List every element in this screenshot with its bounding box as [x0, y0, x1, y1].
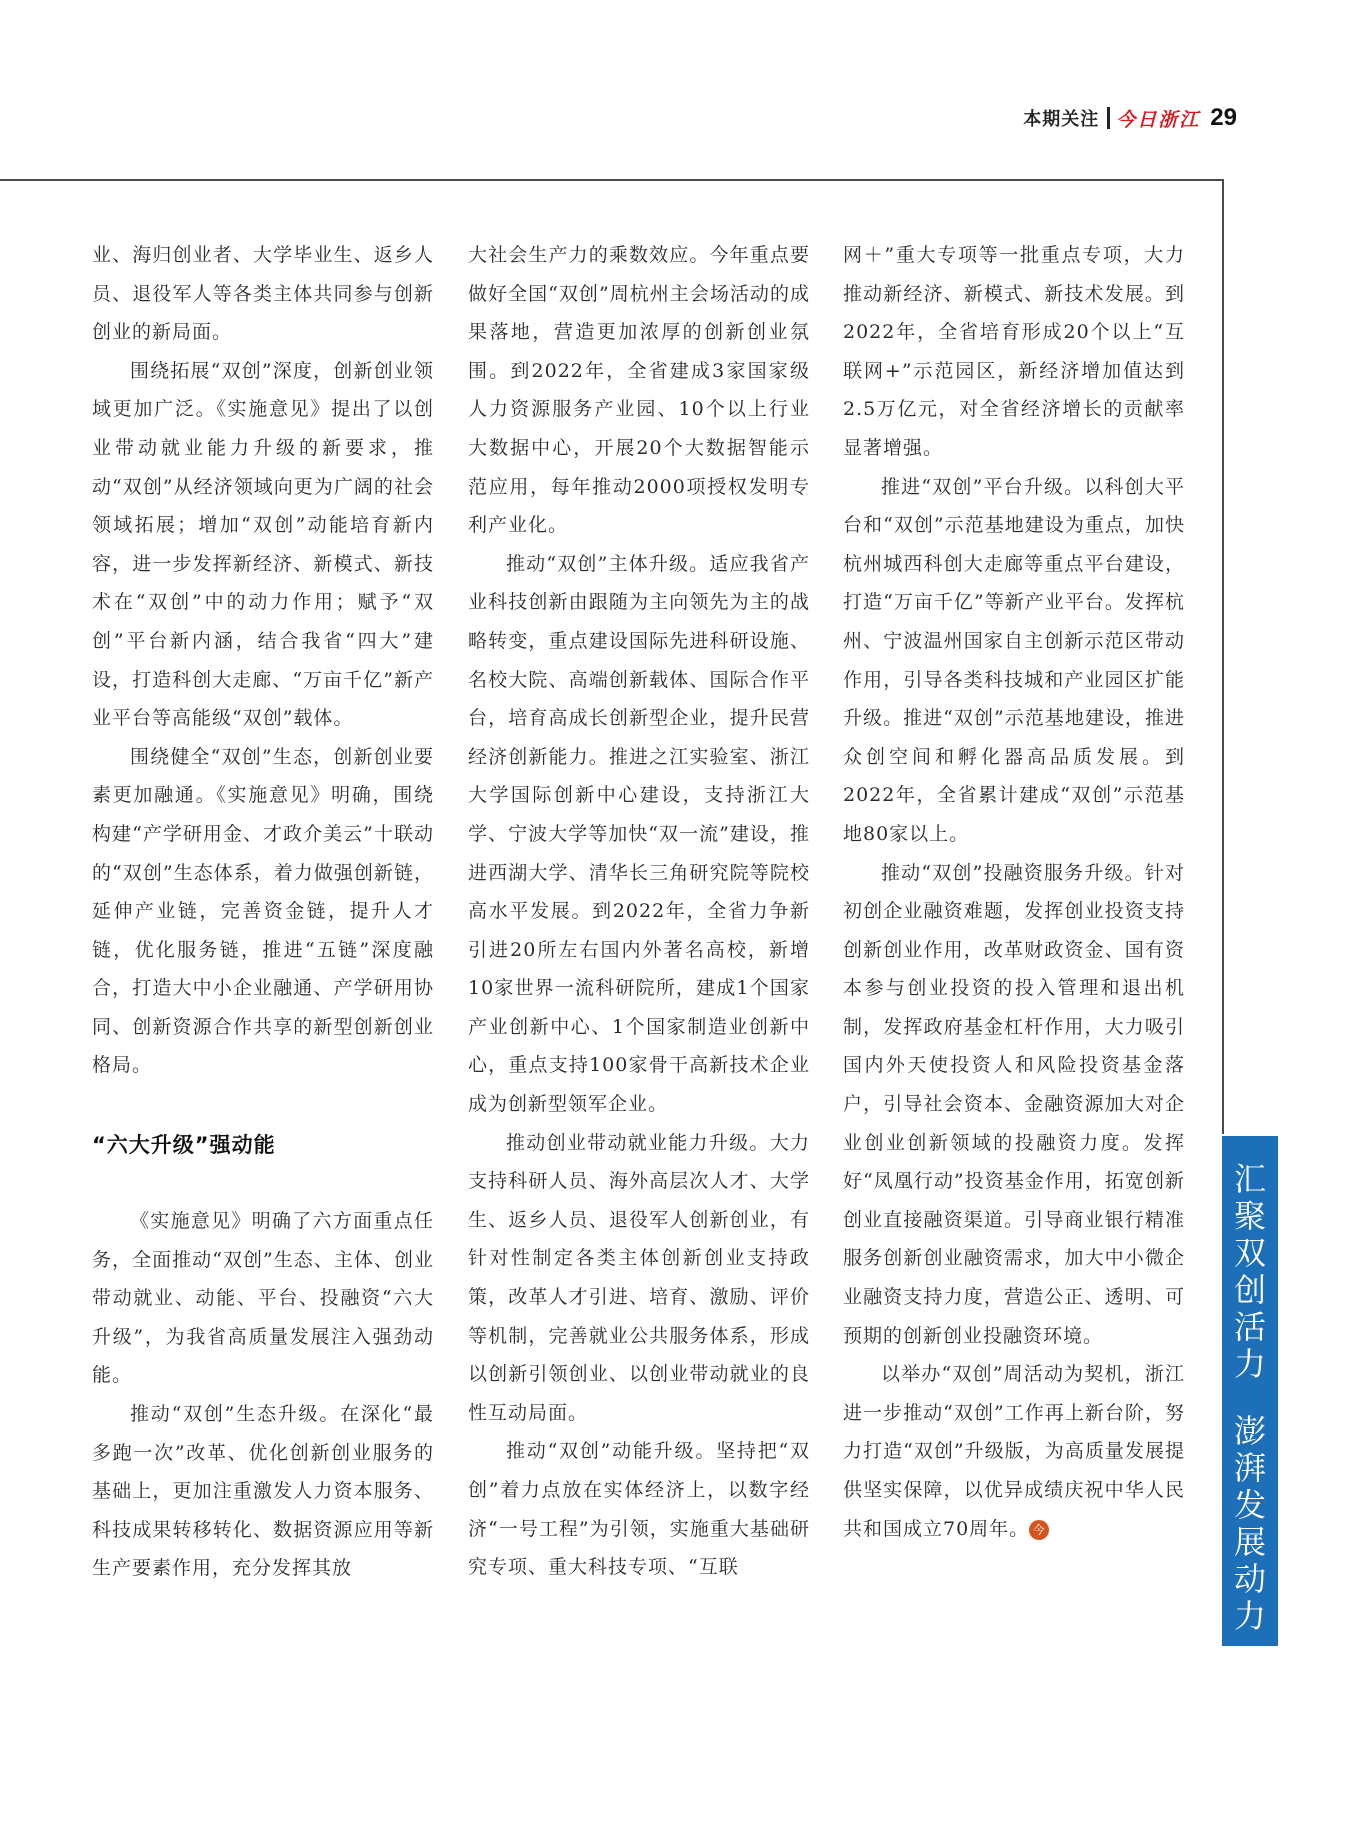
- side-banner: [1222, 1136, 1278, 1646]
- banner-char: 力: [1233, 1345, 1266, 1383]
- banner-char: 聚: [1233, 1197, 1266, 1235]
- banner-char: 动: [1233, 1560, 1266, 1598]
- banner-char: 活: [1233, 1308, 1266, 1346]
- paragraph: 围绕拓展“双创”深度，创新创业领域更加广泛。《实施意见》提出了以创业带动就业能力升级的新要求，推动“双创”从经济领域向更为广阔的社会领域拓展；增加“双创”动能培育新内容，进一步发挥新经济、新模式、新技术在“双创”中的动力作用；赋予“双创”平台新内涵，结合我省“四大”建设，打造科创大走廊、“万亩千亿”新产业平台等高能级“双创”载体。: [92, 359, 434, 730]
- banner-char: 展: [1233, 1523, 1266, 1561]
- text-column-3: [843, 236, 1185, 1548]
- section-label: 本期关注: [1023, 109, 1100, 130]
- paragraph: 大社会生产力的乘数效应。今年重点要做好全国“双创”周杭州主会场活动的成果落地，营造更加浓厚的创新创业氛围。到2022年，全省建成3家国家级人力资源服务产业园、10个以上行业大数据中心，开展20个大数据智能示范应用，每年推动2000项授权发明专利产业化。: [468, 244, 810, 537]
- page-number: 29: [1210, 104, 1237, 131]
- header-divider: [1107, 107, 1110, 129]
- magazine-logo: 今日浙江: [1116, 108, 1201, 131]
- frame-top-line: [0, 179, 1223, 181]
- banner-line-2: [1234, 1413, 1266, 1635]
- text-column-1: [92, 236, 434, 1588]
- paragraph: 推进“双创”平台升级。以科创大平台和“双创”示范基地建设为重点，加快杭州城西科创大走廊等重点平台建设，打造“万亩千亿”等新产业平台。发挥杭州、宁波温州国家自主创新示范区带动作用，引导各类科技城和产业园区扩能升级。推进“双创”示范基地建设，推进众创空间和孵化器高品质发展。到2022年，全省累计建成“双创”示范基地80家以上。: [843, 475, 1185, 845]
- page-header: [1023, 104, 1237, 132]
- paragraph: 围绕健全“双创”生态，创新创业要素更加融通。《实施意见》明确，围绕构建“产学研用金、才政介美云”十联动的“双创”生态体系，着力做强创新链，延伸产业链，完善资金链，提升人才链，优化服务链，推进“五链”深度融合，打造大中小企业融通、产学研用协同、创新资源合作共享的新型创新创业格局。: [92, 745, 434, 1077]
- end-mark-icon: 今: [1029, 1520, 1049, 1540]
- paragraph: 《实施意见》明确了六方面重点任务，全面推动“双创”生态、主体、创业带动就业、动能、平台、投融资“六大升级”，为我省高质量发展注入强劲动能。: [92, 1210, 434, 1387]
- text-column-2: [468, 236, 810, 1587]
- banner-char: 力: [1233, 1597, 1266, 1635]
- paragraph-closing: [843, 1355, 1185, 1548]
- banner-char: 双: [1233, 1234, 1266, 1272]
- banner-char: 发: [1233, 1486, 1266, 1524]
- banner-line-1: [1234, 1161, 1266, 1383]
- paragraph: 推动“双创”生态升级。在深化“最多跑一次”改革、优化创新创业服务的基础上，更加注重激发人力资本服务、科技成果转移转化、数据资源应用等新生产要素作用，充分发挥其放: [92, 1403, 434, 1580]
- paragraph: 业、海归创业者、大学毕业生、返乡人员、退役军人等各类主体共同参与创新创业的新局面。: [92, 244, 434, 344]
- banner-char: 创: [1233, 1271, 1266, 1309]
- banner-char: 汇: [1233, 1160, 1266, 1198]
- paragraph: 网＋”重大专项等一批重点专项，大力推动新经济、新模式、新技术发展。到2022年，全省培育形成20个以上“互联网+”示范园区，新经济增加值达到2.5万亿元，对全省经济增长的贡献率显著增强。: [843, 244, 1185, 459]
- banner-char: 澎: [1233, 1412, 1266, 1450]
- paragraph: 推动“双创”投融资服务升级。针对初创企业融资难题，发挥创业投资支持创新创业作用，改革财政资金、国有资本参与创业投资的投入管理和退出机制，发挥政府基金杠杆作用，大力吸引国内外天使投资人和风险投资基金落户，引导社会资本、金融资源加大对企业创业创新领域的投融资力度。发挥好“凤凰行动”投资基金作用，拓宽创新创业直接融资渠道。引导商业银行精准服务创新创业融资需求，加大中小微企业融资支持力度，营造公正、透明、可预期的创新创业投融资环境。: [843, 861, 1185, 1347]
- paragraph: 推动“双创”动能升级。坚持把“双创”着力点放在实体经济上，以数字经济“一号工程”为引领，实施重大基础研究专项、重大科技专项、“互联: [468, 1440, 810, 1579]
- paragraph: 推动创业带动就业能力升级。大力支持科研人员、海外高层次人才、大学生、返乡人员、退役军人创新创业，有针对性制定各类主体创新创业支持政策，改革人才引进、培育、激励、评价等机制，完善就业公共服务体系，形成以创新引领创业、以创业带动就业的良性互动局面。: [468, 1131, 810, 1424]
- section-subheading: “六大升级”强动能: [92, 1133, 276, 1158]
- closing-text: 以举办“双创”周活动为契机，浙江进一步推动“双创”工作再上新台阶，努力打造“双创”升级版，为高质量发展提供坚实保障，以优异成绩庆祝中华人民共和国成立70周年。: [843, 1363, 1185, 1540]
- banner-char: 湃: [1233, 1449, 1266, 1487]
- paragraph: 推动“双创”主体升级。适应我省产业科技创新由跟随为主向领先为主的战略转变，重点建设国际先进科研设施、名校大院、高端创新载体、国际合作平台，培育高成长创新型企业，提升民营经济创新能力。推进之江实验室、浙江大学国际创新中心建设，支持浙江大学、宁波大学等加快“双一流”建设，推进西湖大学、清华长三角研究院等院校高水平发展。到2022年，全省力争新引进20所左右国内外著名高校，新增10家世界一流科研院所，建成1个国家产业创新中心、1个国家制造业创新中心，重点支持100家骨干高新技术企业成为创新型领军企业。: [468, 552, 810, 1116]
- frame-right-line: [1222, 179, 1224, 1134]
